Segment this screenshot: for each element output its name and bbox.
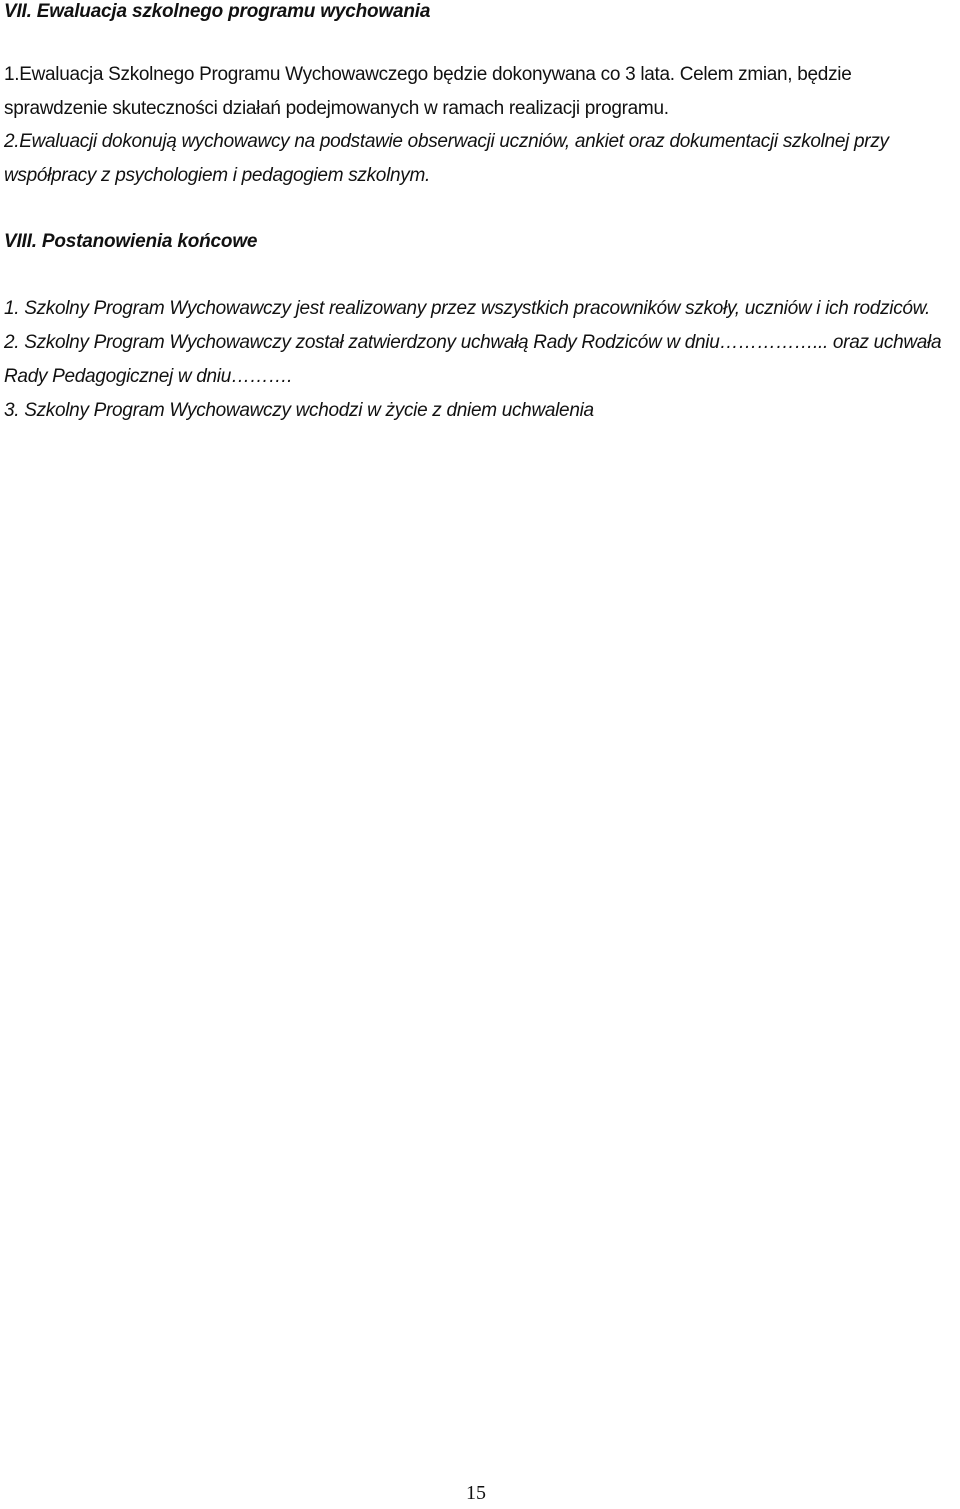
section-viii-list: [4, 292, 956, 428]
section-viii-item-1: 1. Szkolny Program Wychowawczy jest realizowany przez wszystkich pracowników szkoły, uczniów i ich rodziców.: [4, 298, 931, 319]
page-number: 15: [466, 1482, 486, 1504]
section-vii-heading: VII. Ewaluacja szkolnego programu wychowania: [4, 1, 431, 22]
section-vii-item-1: 1.Ewaluacja Szkolnego Programu Wychowawczego będzie dokonywana co 3 lata. Celem zmian, będzie sprawdzenie skuteczności działań podejmowanych w ramach realizacji programu.: [4, 64, 852, 119]
section-vii-item-2: 2.Ewaluacji dokonują wychowawcy na podstawie obserwacji uczniów, ankiet oraz dokumentacji szkolnej przy współpracy z psychologiem i pedagogiem szkolnym.: [4, 131, 889, 186]
section-viii-item-2: 2. Szkolny Program Wychowawczy został zatwierdzony uchwałą Rady Rodziców w dniu……………... oraz uchwała Rady Pedagogicznej w dniu……….: [4, 332, 942, 387]
section-viii-item-3: 3. Szkolny Program Wychowawczy wchodzi w życie z dniem uchwalenia: [4, 400, 594, 421]
section-viii-heading: VIII. Postanowienia końcowe: [4, 231, 258, 252]
